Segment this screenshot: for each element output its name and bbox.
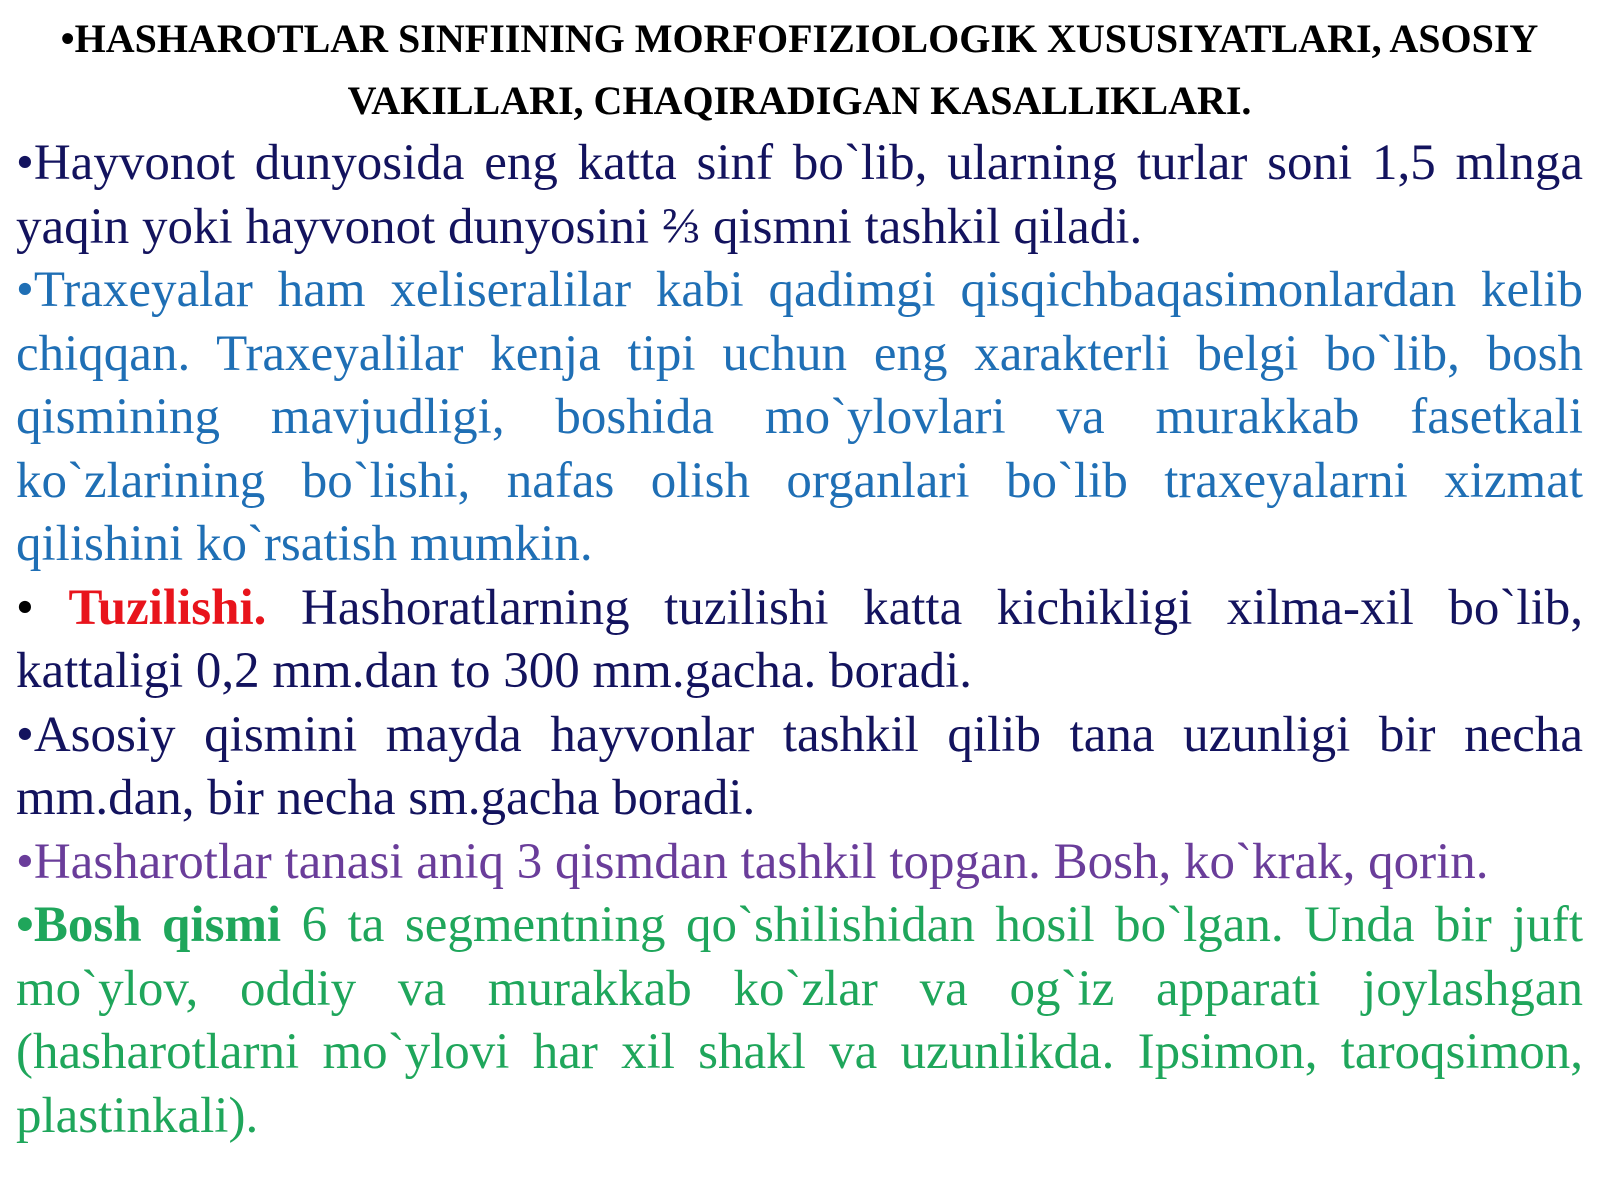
paragraph-body-length: •Asosiy qismini mayda hayvonlar tashkil qilib tana uzunligi bir necha mm.dan, bir necha sm.gacha boradi. bbox=[16, 706, 1583, 826]
slide-title: •HASHAROTLAR SINFIINING MORFOFIZIOLOGIK XUSUSIYATLARI, ASOSIY VAKILLARI, CHAQIRADIGAN KASALLIKLARI. bbox=[60, 16, 1539, 123]
slide bbox=[16, 8, 1583, 1188]
structure-text: Hashoratlarning tuzilishi katta kichikligi xilma-xil bo`lib, kattaligi 0,2 mm.dan to 300 mm.gacha. boradi. bbox=[16, 579, 1583, 699]
paragraph-head bbox=[16, 894, 1583, 1148]
paragraph-tracheates-origin: •Traxeyalar ham xeliseralilar kabi qadimgi qisqichbaqasimonlardan kelib chiqqan. Traxeyalilar kenja tipi uchun eng xarakterli belgi bo`lib, bosh qismining mavjudligi, boshida mo`ylovlari va murakkab fasetkali ko`zlarining bo`lishi, nafas olish organlari bo`lib traxeyalarni xizmat qilishini ko`rsatish mumkin. bbox=[16, 262, 1583, 572]
paragraph-structure bbox=[16, 577, 1583, 704]
head-label: •Bosh qismi bbox=[16, 897, 282, 953]
bullet: • bbox=[16, 579, 69, 636]
structure-label: Tuzilishi. bbox=[68, 579, 267, 636]
paragraph-class-size: •Hayvonot dunyosida eng katta sinf bo`lib, ularning turlar soni 1,5 mlnga yaqin yoki hayvonot dunyosini ⅔ qismni tashkil qiladi. bbox=[16, 135, 1583, 255]
paragraph-body-parts: •Hasharotlar tanasi aniq 3 qismdan tashkil topgan. Bosh, ko`krak, qorin. bbox=[16, 833, 1489, 890]
head-text: 6 ta segmentning qo`shilishidan hosil bo`lgan. Unda bir juft mo`ylov, oddiy va murakkab ko`zlar va og`iz apparati joylashgan (hasharotlarni mo`ylovi har xil shakl va uzunlikda. Ipsimon, taroqsimon, plastinkali). bbox=[16, 897, 1584, 1144]
